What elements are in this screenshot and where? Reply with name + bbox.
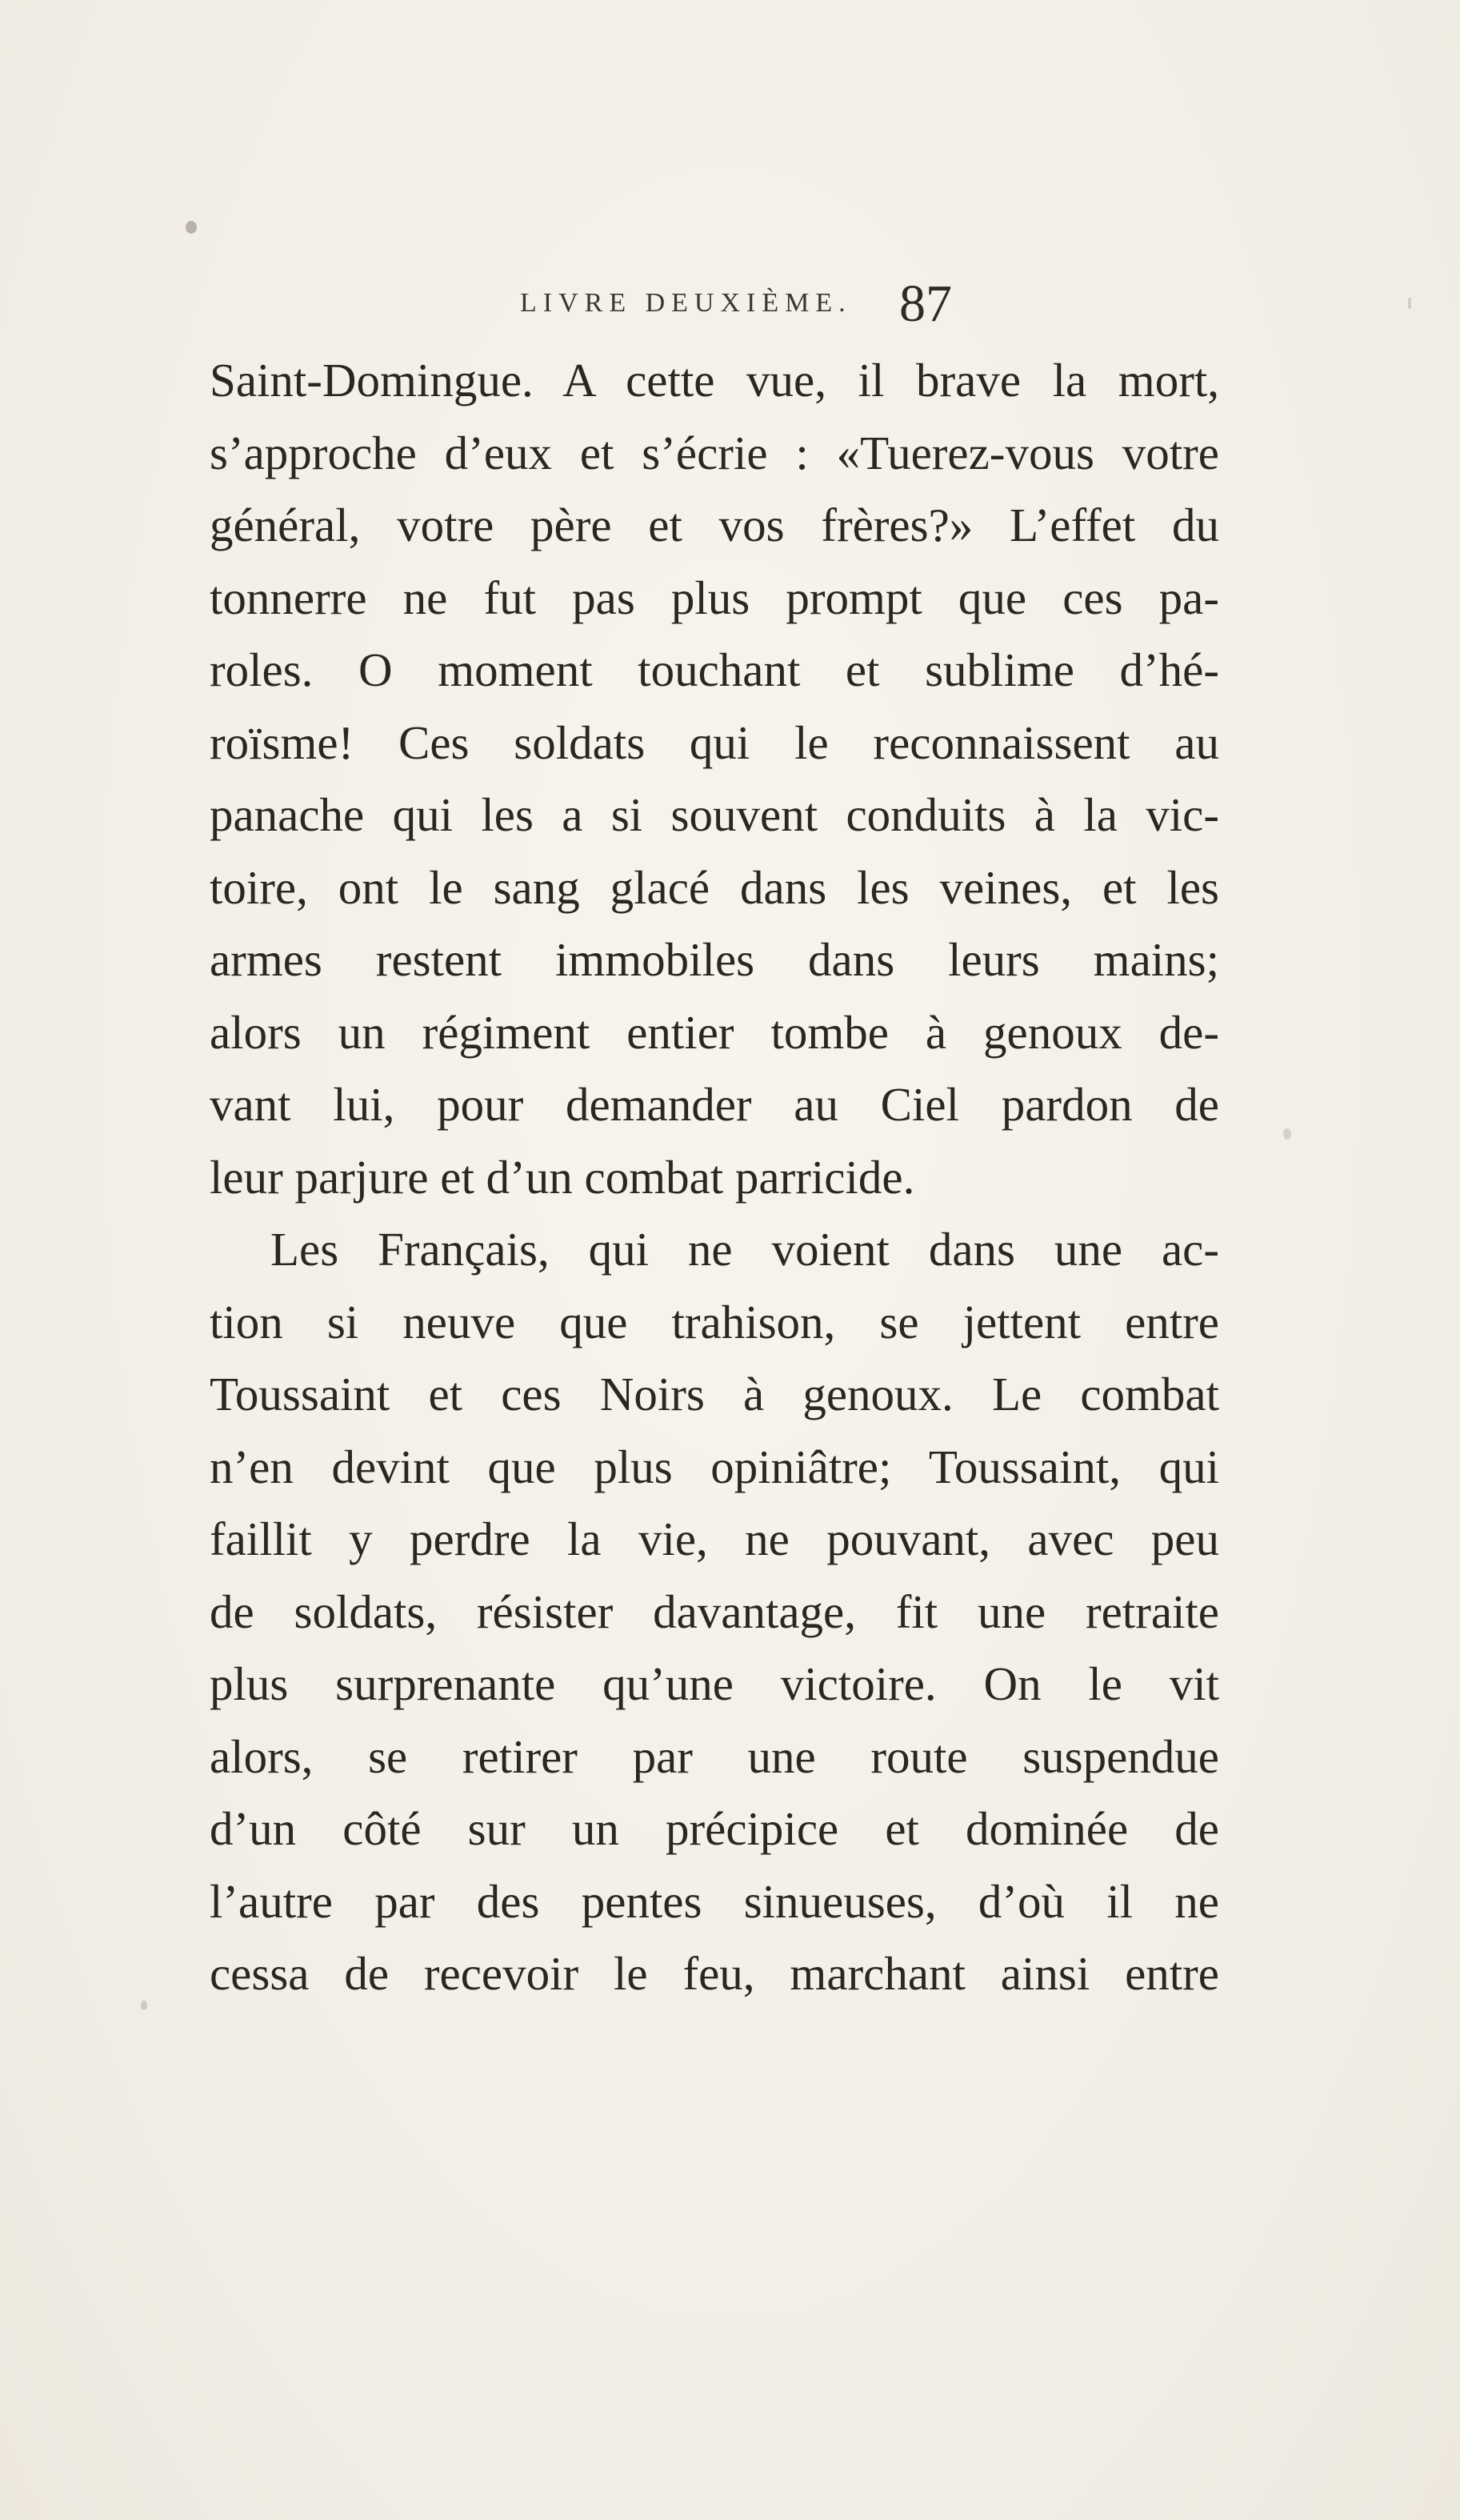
text-line: roles. O moment touchant et sublime d’hé- (210, 643, 1219, 696)
text-line: d’un côté sur un précipice et dominée de (210, 1802, 1219, 1855)
text-line: plus surprenante qu’une victoire. On le vit (210, 1657, 1219, 1710)
paper-speck (1408, 298, 1411, 309)
text-line: Saint-Domingue. A cette vue, il brave la mort, (210, 354, 1219, 407)
body-text (210, 344, 1219, 2010)
text-line: tonnerre ne fut pas plus prompt que ces pa- (210, 571, 1219, 624)
paper-speck (186, 221, 197, 234)
page-number: 87 (899, 274, 952, 333)
text-line: alors un régiment entier tombe à genoux de- (210, 1005, 1219, 1059)
paper-speck (141, 2001, 147, 2010)
text-line: armes restent immobiles dans leurs mains; (210, 933, 1219, 986)
text-line: de soldats, résister davantage, fit une retraite (210, 1585, 1219, 1638)
running-head (520, 274, 952, 336)
text-line: panache qui les a si souvent conduits à la vic- (210, 788, 1219, 841)
text-line: vant lui, pour demander au Ciel pardon de (210, 1078, 1219, 1131)
text-line: toire, ont le sang glacé dans les veines, et les (210, 860, 1219, 914)
text-line: cessa de recevoir le feu, marchant ainsi entre (210, 1947, 1219, 2000)
text-line: s’approche d’eux et s’écrie : «Tuerez-vous votre (210, 426, 1219, 479)
text-line: l’autre par des pentes sinueuses, d’où il ne (210, 1874, 1219, 1928)
running-title: LIVRE DEUXIÈME. (520, 288, 852, 318)
text-line: tion si neuve que trahison, se jettent entre (210, 1295, 1219, 1348)
text-line: Toussaint et ces Noirs à genoux. Le combat (210, 1368, 1219, 1420)
text-line: roïsme! Ces soldats qui le reconnaissent au (210, 715, 1219, 769)
text-line: n’en devint que plus opiniâtre; Toussaint, qui (210, 1440, 1219, 1493)
paragraph-start-line: Les Français, qui ne voient dans une ac- (270, 1223, 1219, 1276)
paper-speck (1283, 1128, 1291, 1140)
text-line: alors, se retirer par une route suspendue (210, 1729, 1219, 1783)
text-line: faillit y perdre la vie, ne pouvant, avec peu (210, 1512, 1219, 1565)
text-line: général, votre père et vos frères?» L’effet du (210, 499, 1219, 551)
paragraph-end-line: leur parjure et d’un combat parricide. (210, 1150, 915, 1204)
